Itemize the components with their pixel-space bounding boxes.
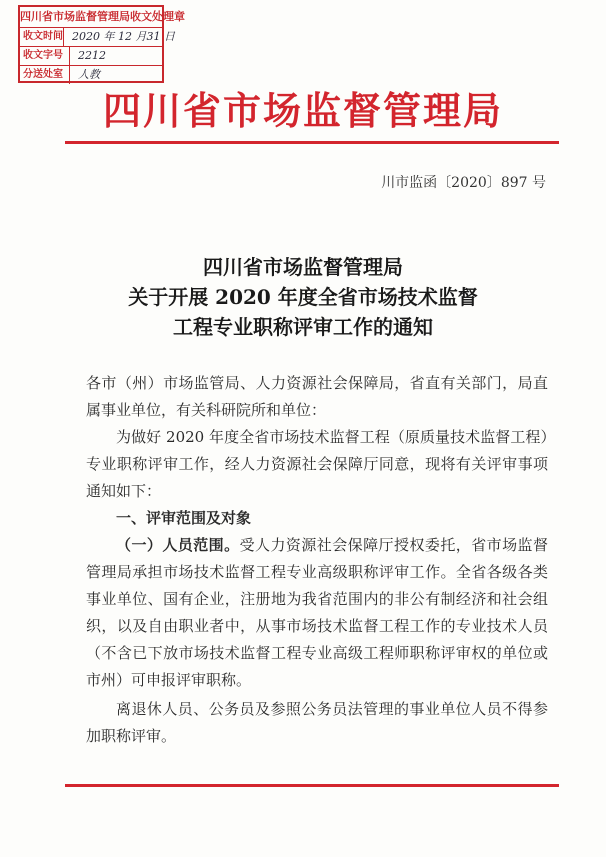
document-title	[0, 252, 606, 342]
salutation: 各市（州）市场监管局、人力资源社会保障局，省直有关部门，局直属事业单位，有关科研院所和单位：	[86, 374, 548, 419]
sub-section-paragraph	[86, 532, 548, 694]
document-number: 川市监函〔2020〕897 号	[381, 175, 546, 191]
intro-paragraph: 为做好 2020 年度全省市场技术监督工程（原质量技术监督工程）专业职称评审工作，经人力资源社会保障厅同意，现将有关评审事项通知如下：	[86, 428, 548, 500]
section-heading: 一、评审范围及对象	[116, 509, 252, 527]
letterhead: 四川省市场监督管理局	[102, 89, 503, 133]
red-divider-top	[65, 141, 559, 144]
stamp-value: 人教	[78, 68, 100, 81]
document-body	[86, 370, 548, 750]
title-line: 工程专业职称评审工作的通知	[173, 315, 433, 339]
red-divider-bottom	[65, 784, 559, 787]
stamp-row-time	[20, 28, 175, 47]
stamp-label: 收文字号	[20, 47, 70, 65]
stamp-label: 收文时间	[20, 28, 64, 46]
sub-heading: （一）人员范围。	[116, 536, 240, 554]
stamp-value: 2212	[78, 49, 106, 62]
retired-paragraph: 离退休人员、公务员及参照公务员法管理的事业单位人员不得参加职称评审。	[86, 700, 548, 745]
stamp-row-number	[20, 47, 162, 66]
title-line: 四川省市场监督管理局	[203, 255, 403, 279]
stamp-label: 分送处室	[20, 66, 70, 84]
sub-section-text: 受人力资源社会保障厅授权委托，省市场监督管理局承担市场技术监督工程专业高级职称评审工作。全省各级各类事业单位、国有企业，注册地为我省范围内的非公有制经济和社会组织，以及自由职业者中，从事市场技术监督工程工作的专业技术人员（不含已下放市场技术监督工程专业高级工程师职称评审权的单位或市州）可申报评审职称。	[86, 536, 548, 689]
stamp-value: 2020 年 12 月31 日	[72, 30, 175, 43]
stamp-title: 四川省市场监督管理局收文处理章	[20, 7, 162, 28]
receipt-stamp	[18, 5, 185, 83]
title-line: 关于开展 2020 年度全省市场技术监督	[128, 285, 478, 309]
